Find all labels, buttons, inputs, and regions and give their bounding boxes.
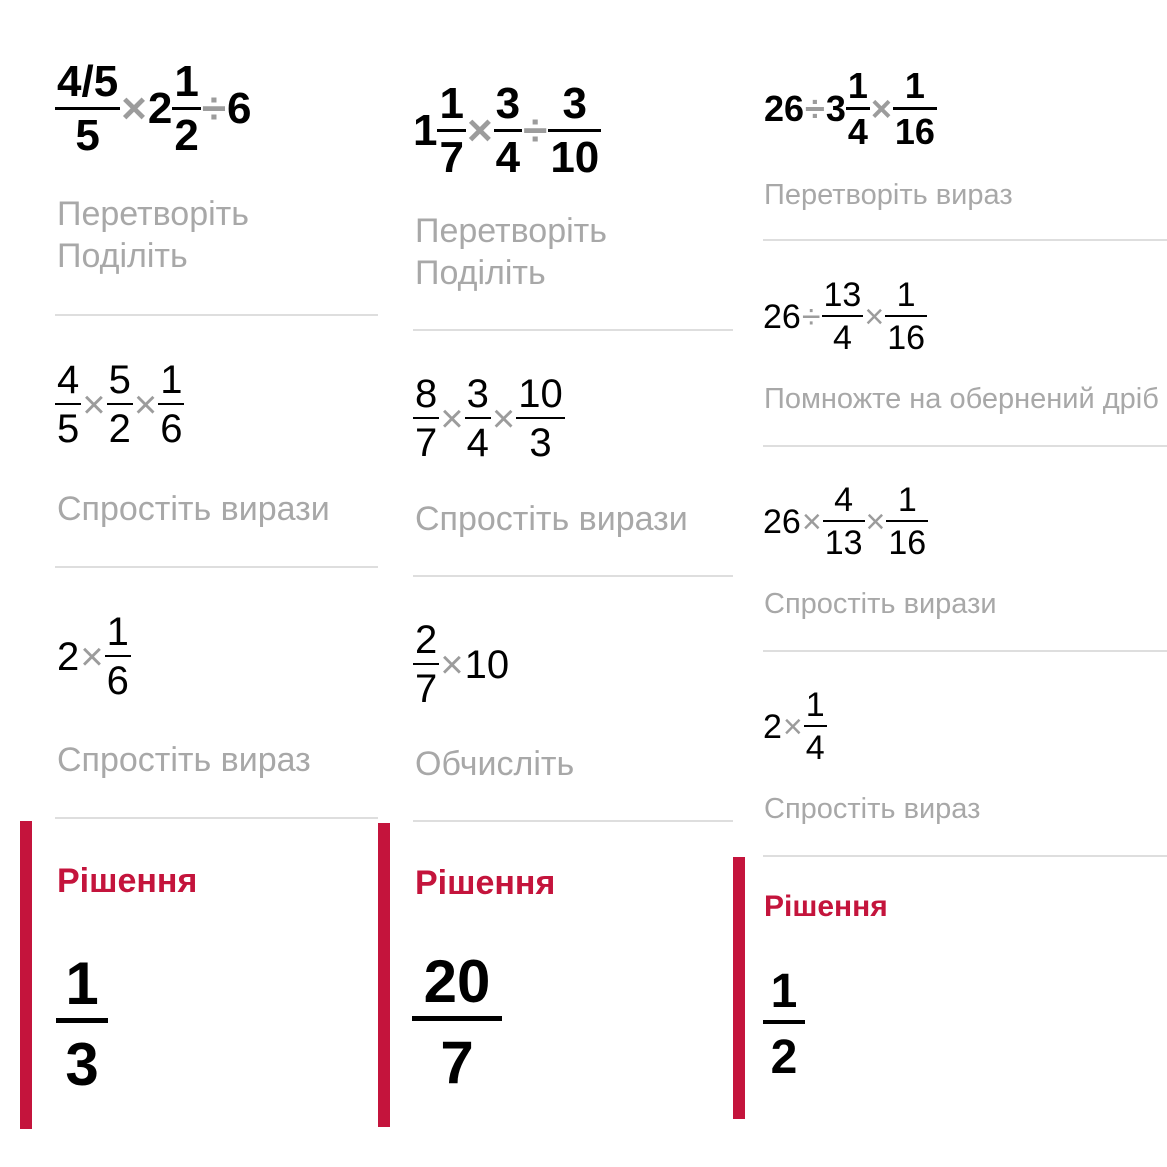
operator-divide: ÷ <box>805 88 825 129</box>
step-description: Спростіть вирази <box>415 500 688 538</box>
fraction: $\frac{2}{7}$ <box>415 618 438 711</box>
fraction: $\frac{13}{4}$ <box>823 276 862 357</box>
integer: 26 <box>764 88 805 129</box>
step-description: Перетворіть вираз <box>764 179 1013 211</box>
solution-fraction: 20 7 <box>412 952 502 1093</box>
operator-multiply: × <box>440 642 464 687</box>
fraction: $\frac{4/5}{5}$ <box>57 57 119 160</box>
fraction: $\frac{1}{4}$ <box>805 686 825 767</box>
fraction: $\frac{1}{16}$ <box>894 65 935 152</box>
solution-label: Рішення <box>764 890 888 923</box>
step-expression <box>763 278 927 355</box>
divider <box>413 575 733 577</box>
fraction: $\frac{1}{6}$ <box>106 610 129 703</box>
fraction: $\frac{1}{16}$ <box>888 481 927 562</box>
operator-multiply: × <box>864 297 885 336</box>
operator-multiply: × <box>865 502 886 541</box>
operator-multiply: × <box>80 634 104 679</box>
step-description: Спростіть вирази <box>57 490 330 528</box>
fraction: $\frac{3}{4}$ <box>495 79 521 182</box>
step-expression <box>55 360 184 449</box>
divider <box>763 650 1167 652</box>
integer: 26 <box>763 297 801 336</box>
divider <box>763 855 1167 857</box>
divider <box>55 314 378 316</box>
divider <box>55 566 378 568</box>
operator-divide: ÷ <box>801 297 821 336</box>
divider <box>413 820 733 822</box>
fraction: $\frac{8}{7}$ <box>415 372 438 465</box>
step-expression <box>413 374 565 463</box>
step-expression <box>763 483 928 560</box>
integer: 26 <box>763 502 801 541</box>
step-description: Помножте на обернений дріб <box>764 383 1159 415</box>
operator-divide: ÷ <box>201 84 226 133</box>
step-description: Спростіть вираз <box>57 741 311 779</box>
solution-label: Рішення <box>57 862 198 900</box>
fraction: $\frac{10}{3}$ <box>518 372 563 465</box>
step-description: Спростіть вираз <box>764 793 981 825</box>
fraction: $\frac{1}{6}$ <box>160 358 183 451</box>
operator-multiply: × <box>121 84 147 133</box>
operator-multiply: × <box>133 382 158 427</box>
operator-multiply: × <box>870 88 892 129</box>
step-description: Спростіть вирази <box>764 588 997 620</box>
operator-multiply: × <box>801 502 822 541</box>
divider <box>55 817 378 819</box>
solution-accent-bar <box>378 823 390 1127</box>
problem-expression <box>413 79 601 182</box>
operator-multiply: × <box>466 106 493 155</box>
step-expression <box>413 620 509 709</box>
operator-multiply: × <box>491 396 516 441</box>
fraction: $\frac{1}{7}$ <box>439 79 464 182</box>
operator-multiply: × <box>82 382 106 427</box>
divider <box>763 445 1167 447</box>
integer: 10 <box>464 642 510 687</box>
fraction: $\frac{5}{2}$ <box>108 358 131 451</box>
solution-label: Рішення <box>415 864 556 902</box>
operator-divide: ÷ <box>523 106 548 155</box>
problem-expression <box>764 65 937 152</box>
fraction: $\frac{3}{10}$ <box>550 79 600 182</box>
step-expression <box>763 688 827 765</box>
solution-fraction: 1 2 <box>763 968 805 1082</box>
problem-expression <box>55 57 252 160</box>
step-expression <box>57 612 131 701</box>
solution-fraction: 1 3 <box>56 954 108 1095</box>
operator-multiply: × <box>440 396 464 441</box>
fraction: $\frac{1}{16}$ <box>887 276 926 357</box>
divider <box>763 239 1167 241</box>
step-description: Перетворіть Поділіть <box>57 195 249 275</box>
integer: 2 <box>57 634 80 679</box>
mixed-number: 1 <box>413 106 438 155</box>
step-description: Перетворіть Поділіть <box>415 212 607 292</box>
fraction: $\frac{3}{4}$ <box>466 372 489 465</box>
step-description: Обчисліть <box>415 745 575 783</box>
integer: 6 <box>227 84 252 133</box>
fraction: $\frac{1}{2}$ <box>174 57 199 160</box>
fraction: $\frac{1}{4}$ <box>847 65 868 152</box>
solution-accent-bar <box>20 821 32 1129</box>
divider <box>413 329 733 331</box>
fraction: $\frac{4}{13}$ <box>824 481 863 562</box>
operator-multiply: × <box>782 707 803 746</box>
mixed-number: 2 <box>147 84 173 133</box>
solution-accent-bar <box>733 857 745 1119</box>
mixed-number: 3 <box>825 88 846 129</box>
integer: 2 <box>763 707 782 746</box>
fraction: $\frac{4}{5}$ <box>57 358 80 451</box>
